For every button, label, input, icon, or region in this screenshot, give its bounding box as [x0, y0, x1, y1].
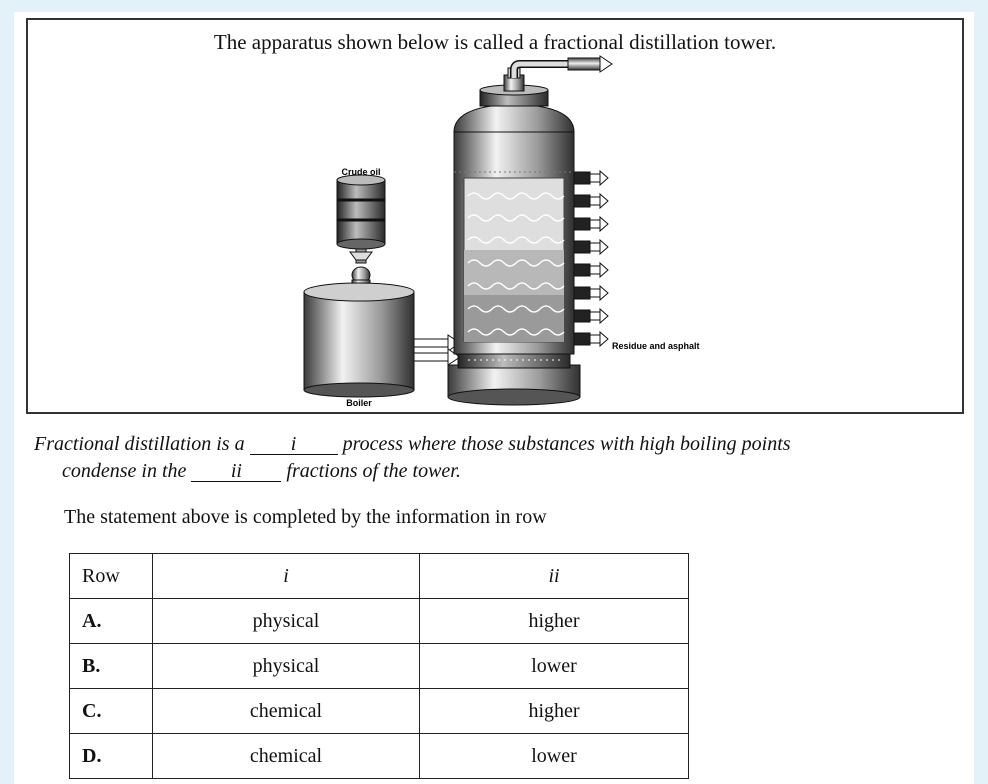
distillation-apparatus-illustration	[28, 20, 962, 412]
statement-text	[34, 431, 954, 485]
statement-part4: fractions of the tower.	[281, 460, 461, 482]
feed-arrow	[414, 335, 460, 365]
crude-oil-label: Crude oil	[341, 167, 381, 177]
row-ii-value: higher	[420, 689, 689, 734]
table-row[interactable]	[70, 689, 689, 734]
row-i-value: chemical	[153, 734, 420, 779]
row-letter: A.	[70, 599, 153, 644]
header-i: i	[153, 554, 420, 599]
statement-line2	[34, 458, 954, 485]
table-row[interactable]	[70, 734, 689, 779]
figure-caption: The apparatus shown below is called a fractional distillation tower.	[213, 30, 777, 54]
tower-body	[454, 104, 574, 354]
table-row[interactable]	[70, 644, 689, 689]
row-ii-value: higher	[420, 599, 689, 644]
table-row[interactable]	[70, 599, 689, 644]
blank-ii-label: ii	[230, 460, 242, 482]
crude-oil-barrel	[337, 175, 385, 249]
statement-part3: condense in the	[62, 460, 192, 482]
row-i-value: physical	[153, 644, 420, 689]
header-ii: ii	[420, 554, 689, 599]
fraction-outlets	[574, 171, 608, 346]
residue-label: Residue and asphalt	[612, 341, 700, 351]
row-i-value: chemical	[153, 689, 420, 734]
boiler-label: Boiler	[346, 398, 372, 408]
figure-box	[26, 18, 964, 414]
row-ii-value: lower	[420, 734, 689, 779]
question-sheet	[14, 12, 974, 784]
table-header-row	[70, 554, 689, 599]
blank-ii	[191, 461, 281, 482]
header-row: Row	[70, 554, 153, 599]
row-letter: B.	[70, 644, 153, 689]
tower-top	[480, 56, 612, 106]
row-ii-value: lower	[420, 644, 689, 689]
row-letter: D.	[70, 734, 153, 779]
answer-table	[69, 553, 689, 779]
statement-part2: process where those substances with high boiling points	[337, 433, 791, 455]
blank-i-label: i	[290, 433, 297, 455]
boiler	[304, 283, 414, 397]
blank-i	[250, 434, 338, 455]
row-i-value: physical	[153, 599, 420, 644]
statement-part1: Fractional distillation is a	[34, 433, 250, 455]
instruction-text: The statement above is completed by the information in row	[64, 506, 547, 528]
row-letter: C.	[70, 689, 153, 734]
tower-base	[448, 352, 580, 405]
